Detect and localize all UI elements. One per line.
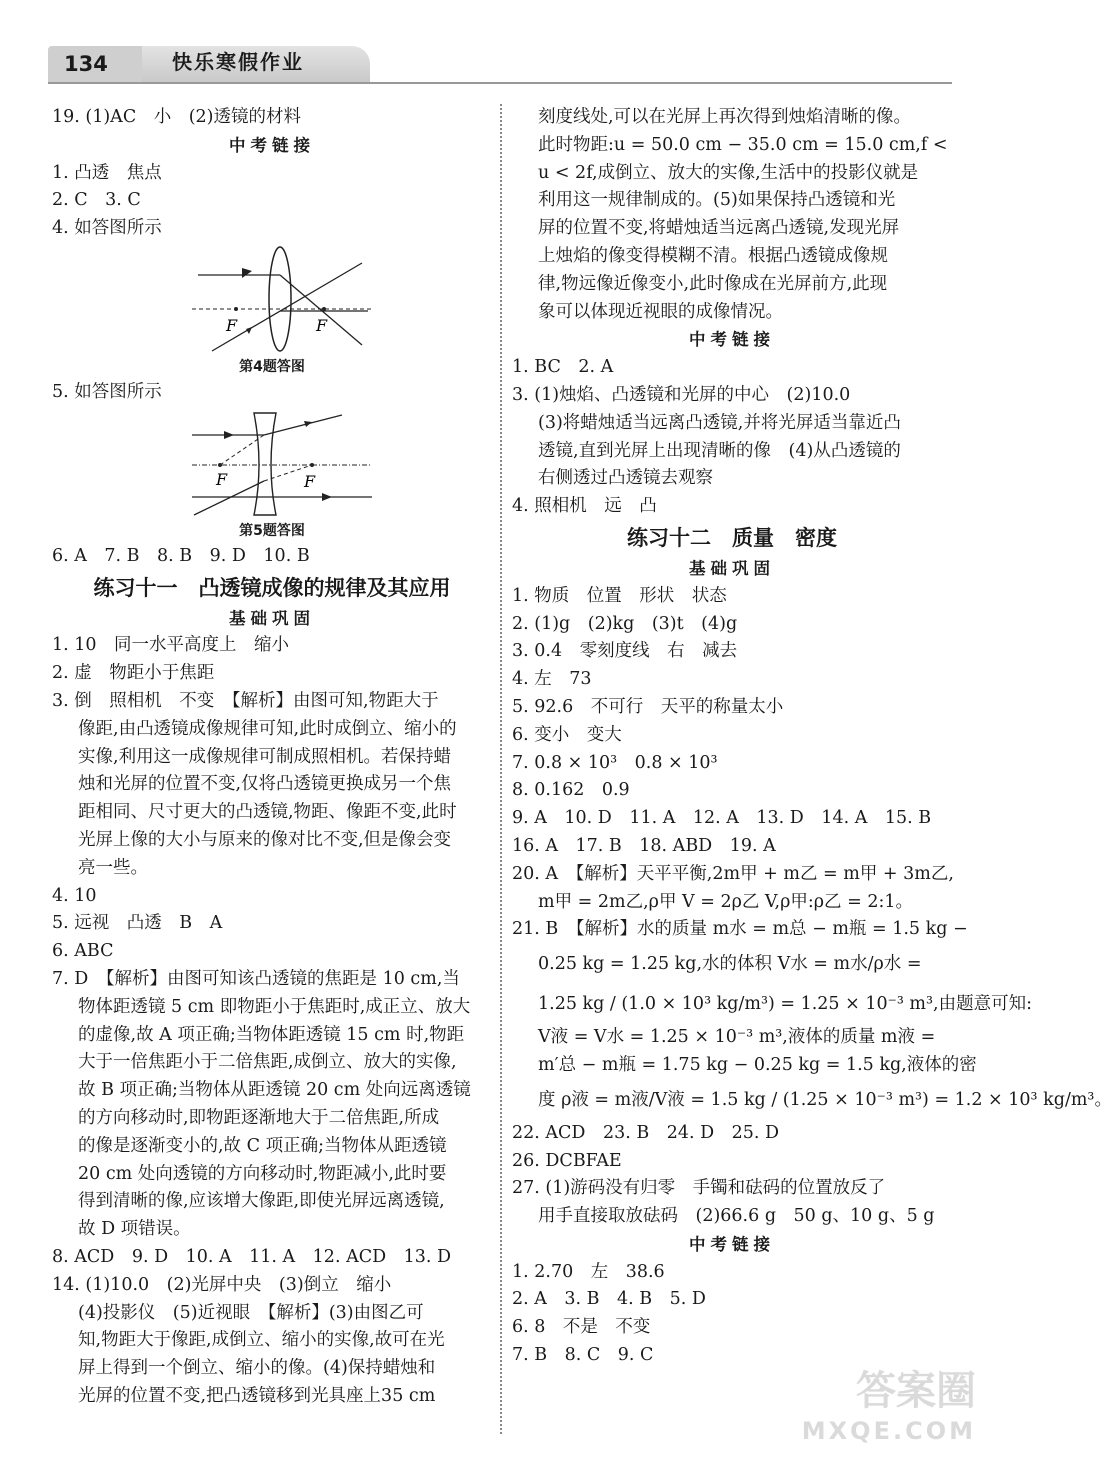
concave-lens-diagram bbox=[192, 409, 372, 517]
answer-line: 的方向移动时,即物距逐渐地大于二倍焦距,所成 bbox=[78, 1107, 440, 1128]
answer-line: 6. 8 不是 不变 bbox=[512, 1317, 651, 1338]
answer-line: 7. 0.8 × 10³ 0.8 × 10³ bbox=[512, 752, 718, 773]
figure-caption: 第4题答图 bbox=[239, 358, 305, 375]
answer-line: 实像,利用这一成像规律可制成照相机。若保持蜡 bbox=[78, 746, 452, 767]
answer-line: 2. A 3. B 4. B 5. D bbox=[512, 1289, 706, 1310]
answer-line: 21. B 【解析】水的质量 m水 = m总 − m瓶 = 1.5 kg − bbox=[512, 919, 968, 940]
figure-5-concave-lens bbox=[52, 407, 492, 519]
answer-line: 烛和光屏的位置不变,仅将凸透镜更换成另一个焦 bbox=[78, 774, 452, 795]
answer-line: 度 ρ液 = m液/V液 = 1.5 kg / (1.25 × 10⁻³ m³) = 1.2 × 10³ kg/m³。 bbox=[538, 1089, 1112, 1110]
answer-line: 1. 10 同一水平高度上 缩小 bbox=[52, 635, 290, 656]
answer-line: V液 = V水 = 1.25 × 10⁻³ m³,液体的质量 m液 = bbox=[538, 1027, 936, 1048]
answer-line: 1. BC 2. A bbox=[512, 357, 614, 378]
answer-line: 5. 如答图所示 bbox=[52, 381, 162, 402]
answer-line: 4. 照相机 远 凸 bbox=[512, 496, 657, 517]
answer-line: 物体距透镜 5 cm 即物距小于焦距时,成正立、放大 bbox=[78, 996, 471, 1017]
exercise-title: 练习十二 质量 密度 bbox=[627, 525, 837, 550]
answer-line: 刻度线处,可以在光屏上再次得到烛焰清晰的像。 bbox=[538, 107, 912, 127]
answer-line: 4. 10 bbox=[52, 885, 97, 906]
focal-label: F bbox=[226, 315, 238, 335]
answer-line: 3. 0.4 零刻度线 右 减去 bbox=[512, 641, 738, 662]
answer-line: 利用这一规律制成的。(5)如果保持凸透镜和光 bbox=[538, 190, 896, 211]
focal-label: F bbox=[216, 469, 228, 489]
watermark-logo: 答案圈 bbox=[856, 1368, 976, 1414]
answer-line: 的像是逐渐变小的,故 C 项正确;当物体从距透镜 bbox=[78, 1135, 447, 1156]
figure-caption: 第5题答图 bbox=[239, 522, 305, 539]
answer-line: 8. ACD 9. D 10. A 11. A 12. ACD 13. D bbox=[52, 1246, 452, 1267]
answer-line: 27. (1)游码没有归零 手镯和砝码的位置放反了 bbox=[512, 1178, 886, 1199]
answer-line: 7. D 【解析】由图可知该凸透镜的焦距是 10 cm,当 bbox=[52, 968, 460, 989]
answer-line: 像距,由凸透镜成像规律可知,此时成倒立、缩小的 bbox=[78, 718, 457, 739]
answer-line: 6. A 7. B 8. B 9. D 10. B bbox=[52, 545, 310, 566]
answer-line: 2. 虚 物距小于焦距 bbox=[52, 663, 215, 684]
answer-line: 26. DCBFAE bbox=[512, 1150, 622, 1171]
answer-line: 19. (1)AC 小 (2)透镜的材料 bbox=[52, 107, 301, 127]
focal-label: F bbox=[304, 471, 316, 491]
convex-lens-diagram bbox=[192, 245, 372, 353]
answer-line: (3)将蜡烛适当远离凸透镜,并将光屏适当靠近凸 bbox=[538, 412, 901, 433]
column-divider bbox=[500, 104, 502, 1434]
answer-line: 16. A 17. B 18. ABD 19. A bbox=[512, 835, 776, 856]
answer-line: 屏的位置不变,将蜡烛适当远离凸透镜,发现光屏 bbox=[538, 218, 900, 239]
answer-line: u < 2f,成倒立、放大的实像,生活中的投影仪就是 bbox=[538, 162, 919, 183]
watermark-url: MXQE.COM bbox=[801, 1417, 976, 1445]
answer-line: 3. 倒 照相机 不变 【解析】由图可知,物距大于 bbox=[52, 690, 439, 711]
page-header bbox=[0, 40, 1000, 88]
answer-line: 1. 2.70 左 38.6 bbox=[512, 1261, 665, 1282]
answer-line: 6. ABC bbox=[52, 941, 114, 962]
answer-line: 8. 0.162 0.9 bbox=[512, 780, 630, 801]
answer-line: 1. 物质 位置 形状 状态 bbox=[512, 585, 727, 606]
answer-line: 知,物距大于像距,成倒立、缩小的实像,故可在光 bbox=[78, 1330, 445, 1351]
answer-line: 象可以体现近视眼的成像情况。 bbox=[538, 301, 783, 322]
book-title: 快乐寒假作业 bbox=[172, 50, 304, 74]
answer-line: 6. 变小 变大 bbox=[512, 724, 622, 745]
answer-line: 右侧透过凸透镜去观察 bbox=[538, 468, 713, 489]
figure-4-convex-lens bbox=[52, 243, 492, 355]
header-rule bbox=[48, 82, 952, 84]
page-number: 134 bbox=[48, 46, 142, 82]
answer-line: 2. (1)g (2)kg (3)t (4)g bbox=[512, 613, 738, 634]
section-heading: 中考链接 bbox=[689, 330, 775, 350]
answer-line: 律,物远像近像变小,此时像成在光屏前方,此现 bbox=[538, 273, 888, 294]
answer-line: m′总 − m瓶 = 1.75 kg − 0.25 kg = 1.5 kg,液体的密 bbox=[538, 1054, 977, 1075]
answer-line: 20 cm 处向透镜的方向移动时,物距减小,此时要 bbox=[78, 1163, 447, 1184]
answer-line: 故 D 项错误。 bbox=[78, 1219, 191, 1240]
answer-line: 4. 如答图所示 bbox=[52, 218, 162, 239]
answer-line: (4)投影仪 (5)近视眼 【解析】(3)由图乙可 bbox=[78, 1302, 424, 1323]
answer-line: 14. (1)10.0 (2)光屏中央 (3)倒立 缩小 bbox=[52, 1274, 392, 1295]
answer-line: 1.25 kg / (1.0 × 10³ kg/m³) = 1.25 × 10⁻³ m³,由题意可知: bbox=[538, 994, 1032, 1015]
answer-line: 亮一些。 bbox=[78, 857, 148, 878]
answer-line: 距相同、尺寸更大的凸透镜,物距、像距不变,此时 bbox=[78, 802, 457, 823]
section-heading: 中考链接 bbox=[229, 135, 315, 155]
answer-line: 此时物距:u = 50.0 cm − 35.0 cm = 15.0 cm,f < bbox=[538, 134, 948, 155]
answer-line: 故 B 项正确;当物体从距透镜 20 cm 处向远离透镜 bbox=[78, 1080, 471, 1101]
answer-line: 5. 远视 凸透 B A bbox=[52, 913, 223, 934]
section-heading: 基础巩固 bbox=[229, 608, 315, 628]
answer-line: m甲 = 2m乙,ρ甲 V = 2ρ乙 V,ρ甲:ρ乙 = 2:1。 bbox=[538, 891, 914, 912]
left-column bbox=[52, 104, 492, 1411]
answer-line: 用手直接取放砝码 (2)66.6 g 50 g、10 g、5 g bbox=[538, 1206, 935, 1227]
answer-line: 屏上得到一个倒立、缩小的像。(4)保持蜡烛和 bbox=[78, 1358, 436, 1379]
answer-line: 大于一倍焦距小于二倍焦距,成倒立、放大的实像, bbox=[78, 1052, 457, 1073]
section-heading: 中考链接 bbox=[689, 1234, 775, 1254]
answer-line: 光屏上像的大小与原来的像对比不变,但是像会变 bbox=[78, 829, 452, 850]
answer-line: 4. 左 73 bbox=[512, 669, 592, 690]
answer-line: 1. 凸透 焦点 bbox=[52, 162, 162, 183]
section-heading: 基础巩固 bbox=[689, 558, 775, 578]
answer-line: 0.25 kg = 1.25 kg,水的体积 V水 = m水/ρ水 = bbox=[538, 954, 922, 975]
answer-line: 的虚像,故 A 项正确;当物体距透镜 15 cm 时,物距 bbox=[78, 1024, 465, 1045]
answer-line: 20. A 【解析】天平平衡,2m甲 + m乙 = m甲 + 3m乙, bbox=[512, 863, 954, 884]
watermark bbox=[801, 1368, 976, 1451]
answer-line: 2. C 3. C bbox=[52, 190, 141, 211]
focal-label: F bbox=[316, 315, 328, 335]
answer-line: 22. ACD 23. B 24. D 25. D bbox=[512, 1122, 780, 1143]
answer-line: 光屏的位置不变,把凸透镜移到光具座上35 cm bbox=[78, 1385, 436, 1406]
answer-line: 3. (1)烛焰、凸透镜和光屏的中心 (2)10.0 bbox=[512, 384, 851, 405]
answer-line: 5. 92.6 不可行 天平的称量太小 bbox=[512, 696, 784, 717]
answer-line: 9. A 10. D 11. A 12. A 13. D 14. A 15. B bbox=[512, 808, 932, 829]
answer-line: 得到清晰的像,应该增大像距,即使光屏远离透镜, bbox=[78, 1191, 445, 1212]
answer-line: 7. B 8. C 9. C bbox=[512, 1345, 654, 1366]
right-column bbox=[512, 104, 1112, 1370]
exercise-title: 练习十一 凸透镜成像的规律及其应用 bbox=[93, 575, 451, 600]
answer-line: 上烛焰的像变得模糊不清。根据凸透镜成像规 bbox=[538, 245, 888, 266]
answer-line: 透镜,直到光屏上出现清晰的像 (4)从凸透镜的 bbox=[538, 440, 901, 461]
